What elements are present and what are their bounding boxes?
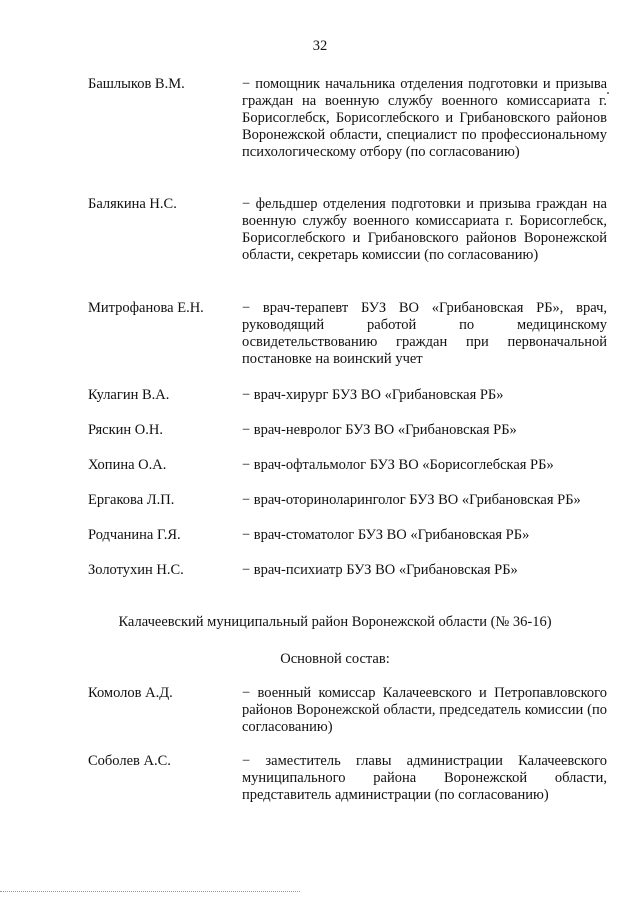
member-name: Соболев А.С.	[88, 753, 171, 769]
member-role: − врач-офтальмолог БУЗ ВО «Борисоглебская РБ»	[242, 457, 554, 473]
member-role: − помощник начальника отделения подготовки и призыва граждан на военную службу военного комиссариата г. Борисоглебск, Борисоглебского и Грибановского районов Воронежской области, специалист по профессиональному психологическому отбору (по согласованию)	[242, 76, 607, 160]
district-heading: Калачеевский муниципальный район Воронежской области (№ 36-16)	[118, 614, 552, 630]
member-name: Кулагин В.А.	[88, 387, 170, 403]
member-role: − врач-оториноларинголог БУЗ ВО «Грибановская РБ»	[242, 492, 581, 508]
member-role: − врач-невролог БУЗ ВО «Грибановская РБ»	[242, 422, 517, 438]
member-name: Родчанина Г.Я.	[88, 527, 181, 543]
member-role: − врач-психиатр БУЗ ВО «Грибановская РБ»	[242, 562, 518, 578]
member-role: − врач-терапевт БУЗ ВО «Грибановская РБ», врач, руководящий работой по медицинскому освидетельствованию граждан при первоначальной постановке на воинский учет	[242, 300, 607, 367]
member-role: − военный комиссар Калачеевского и Петропавловского районов Воронежской области, председатель комиссии (по согласованию)	[242, 685, 607, 735]
member-name: Башлыков В.М.	[88, 76, 185, 92]
member-name: Хопина О.А.	[88, 457, 167, 473]
member-role: − врач-стоматолог БУЗ ВО «Грибановская РБ»	[242, 527, 530, 543]
member-name: Ряскин О.Н.	[88, 422, 163, 438]
scan-edge-line	[0, 891, 300, 892]
member-name: Комолов А.Д.	[88, 685, 173, 701]
member-role: − заместитель главы администрации Калачеевского муниципального района Воронежской области, представитель администрации (по согласованию)	[242, 753, 607, 803]
member-role: − фельдшер отделения подготовки и призыва граждан на военную службу военного комиссариата г. Борисоглебск, Борисоглебского и Грибановского районов Воронежской области, секретарь комиссии (по согласованию)	[242, 196, 607, 263]
member-name: Митрофанова Е.Н.	[88, 300, 204, 316]
composition-heading: Основной состав:	[280, 651, 390, 667]
member-name: Золотухин Н.С.	[88, 562, 184, 578]
scan-speck	[607, 92, 609, 94]
page-number: 32	[312, 38, 328, 54]
member-role: − врач-хирург БУЗ ВО «Грибановская РБ»	[242, 387, 504, 403]
member-name: Ергакова Л.П.	[88, 492, 175, 508]
member-name: Балякина Н.С.	[88, 196, 177, 212]
